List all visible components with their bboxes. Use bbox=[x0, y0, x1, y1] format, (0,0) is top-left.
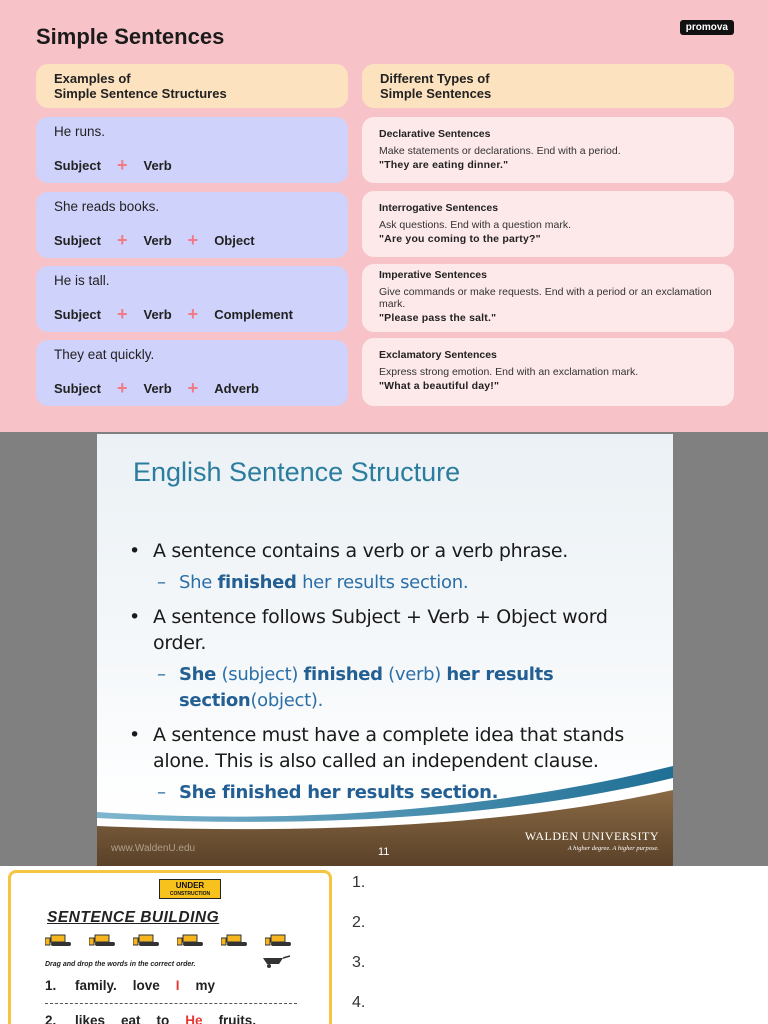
dash-icon: – bbox=[157, 782, 166, 803]
row-number: 1. bbox=[45, 978, 57, 993]
draggable-word[interactable]: family. bbox=[75, 978, 117, 993]
example-card bbox=[36, 340, 348, 406]
sub-bullet-text: (object). bbox=[250, 690, 323, 711]
part-label: Subject bbox=[54, 158, 101, 173]
bulldozer-icon bbox=[177, 933, 207, 947]
brand-logo: promova bbox=[680, 20, 734, 35]
page-number: 11 bbox=[378, 846, 390, 858]
type-example: "Please pass the salt." bbox=[379, 312, 497, 324]
worksheet-title: SENTENCE BUILDING bbox=[47, 909, 220, 926]
sign-text: CONSTRUCTION bbox=[169, 891, 211, 897]
bulldozer-icon bbox=[221, 933, 251, 947]
bullet-item: • A sentence must have a complete idea that stands alone. This is also called an independent clause. bbox=[127, 722, 647, 774]
plus-icon: + bbox=[187, 230, 199, 250]
sub-bullet-item bbox=[127, 662, 647, 714]
bulldozer-row bbox=[45, 933, 295, 947]
part-label: Subject bbox=[54, 307, 101, 322]
plus-icon: + bbox=[187, 378, 199, 398]
example-card bbox=[36, 266, 348, 332]
examples-header-line1: Examples of bbox=[54, 71, 131, 86]
example-sentence: He is tall. bbox=[54, 273, 110, 288]
type-title: Interrogative Sentences bbox=[379, 202, 499, 214]
plus-icon: + bbox=[116, 378, 128, 398]
type-example: "They are eating dinner." bbox=[379, 159, 509, 171]
example-sentence: They eat quickly. bbox=[54, 347, 155, 362]
answer-slot[interactable]: 2. bbox=[352, 914, 366, 931]
part-label: Verb bbox=[143, 233, 172, 248]
draggable-word[interactable]: fruits. bbox=[218, 1013, 257, 1024]
under-construction-sign bbox=[159, 879, 221, 899]
structure-formula bbox=[54, 304, 293, 324]
draggable-word[interactable]: to bbox=[156, 1013, 170, 1024]
university-logo bbox=[525, 829, 659, 852]
draggable-word[interactable]: He bbox=[185, 1013, 203, 1024]
draggable-word[interactable]: my bbox=[195, 978, 216, 993]
sub-bullet-text: She bbox=[179, 572, 218, 593]
part-label: Complement bbox=[214, 307, 293, 322]
sub-bullet-item bbox=[127, 570, 647, 596]
bullet-item: • A sentence follows Subject + Verb + Object word order. bbox=[127, 604, 647, 656]
slide-panel bbox=[0, 432, 768, 866]
example-sentence: She reads books. bbox=[54, 199, 160, 214]
bullet-item: • A sentence contains a verb or a verb phrase. bbox=[127, 538, 647, 564]
instruction-text: Drag and drop the words in the correct order. bbox=[45, 961, 196, 968]
word-row-1 bbox=[45, 978, 231, 993]
sentence-type-card bbox=[362, 338, 734, 406]
structure-formula bbox=[54, 155, 172, 175]
answer-slot[interactable]: 4. bbox=[352, 994, 366, 1011]
highlight-text: her results section bbox=[179, 664, 554, 711]
answer-line bbox=[45, 1003, 297, 1004]
highlight-text: finished bbox=[217, 572, 297, 593]
example-card bbox=[36, 192, 348, 258]
examples-header bbox=[36, 64, 348, 108]
draggable-word[interactable]: love bbox=[132, 978, 160, 993]
row-number: 2. bbox=[45, 1013, 57, 1024]
sub-bullet-text: her results section. bbox=[296, 572, 469, 593]
sentence-type-card bbox=[362, 264, 734, 332]
type-title: Declarative Sentences bbox=[379, 128, 491, 140]
answer-list bbox=[352, 874, 365, 1024]
draggable-word[interactable]: I bbox=[175, 978, 180, 993]
sentence-type-card bbox=[362, 191, 734, 257]
plus-icon: + bbox=[116, 230, 128, 250]
sentence-type-card bbox=[362, 117, 734, 183]
part-label: Adverb bbox=[214, 381, 259, 396]
type-example: "What a beautiful day!" bbox=[379, 380, 500, 392]
types-header-line2: Simple Sentences bbox=[380, 86, 492, 101]
part-label: Object bbox=[214, 233, 255, 248]
wheelbarrow-icon bbox=[261, 955, 291, 969]
presentation-slide bbox=[97, 434, 673, 866]
type-description: Give commands or make requests. End with a period or an exclamation mark. bbox=[379, 286, 712, 310]
structure-formula bbox=[54, 378, 259, 398]
example-sentence: He runs. bbox=[54, 124, 106, 139]
answer-slot[interactable]: 3. bbox=[352, 954, 366, 971]
bulldozer-icon bbox=[265, 933, 295, 947]
draggable-word[interactable]: likes bbox=[75, 1013, 106, 1024]
draggable-word[interactable]: eat bbox=[121, 1013, 141, 1024]
part-label: Verb bbox=[143, 307, 172, 322]
plus-icon: + bbox=[116, 155, 128, 175]
type-description: Express strong emotion. End with an exclamation mark. bbox=[379, 366, 639, 378]
sub-bullet-text: (verb) bbox=[382, 664, 447, 685]
structure-formula bbox=[54, 230, 255, 250]
dash-icon: – bbox=[157, 664, 166, 685]
sign-text: UNDER bbox=[175, 881, 205, 890]
sub-bullet-text: (subject) bbox=[216, 664, 304, 685]
word-row-2 bbox=[45, 1013, 272, 1024]
sentence-building-worksheet bbox=[8, 870, 332, 1024]
plus-icon: + bbox=[187, 304, 199, 324]
worksheet-panel bbox=[0, 866, 768, 1024]
part-label: Subject bbox=[54, 233, 101, 248]
type-title: Imperative Sentences bbox=[379, 269, 487, 281]
types-header-line1: Different Types of bbox=[380, 71, 490, 86]
examples-header-line2: Simple Sentence Structures bbox=[54, 86, 227, 101]
footer-url: www.WaldenU.edu bbox=[111, 843, 196, 854]
part-label: Subject bbox=[54, 381, 101, 396]
type-title: Exclamatory Sentences bbox=[379, 349, 497, 361]
dash-icon: – bbox=[157, 572, 166, 593]
answer-slot[interactable]: 1. bbox=[352, 874, 366, 891]
bulldozer-icon bbox=[133, 933, 163, 947]
logo-tagline: A higher degree. A higher purpose. bbox=[567, 845, 659, 852]
bulldozer-icon bbox=[89, 933, 119, 947]
type-description: Make statements or declarations. End with a period. bbox=[379, 145, 621, 157]
slide-title: English Sentence Structure bbox=[133, 457, 461, 487]
example-card bbox=[36, 117, 348, 183]
highlight-text: She finished her results section. bbox=[179, 782, 499, 803]
bulldozer-icon bbox=[45, 933, 75, 947]
page-title: Simple Sentences bbox=[36, 24, 225, 49]
type-description: Ask questions. End with a question mark. bbox=[379, 219, 572, 231]
part-label: Verb bbox=[143, 158, 172, 173]
highlight-text: She bbox=[179, 664, 217, 685]
part-label: Verb bbox=[143, 381, 172, 396]
type-example: "Are you coming to the party?" bbox=[379, 233, 541, 245]
highlight-text: finished bbox=[303, 664, 383, 685]
plus-icon: + bbox=[116, 304, 128, 324]
logo-name: WALDEN UNIVERSITY bbox=[524, 829, 659, 843]
types-header bbox=[362, 64, 734, 108]
simple-sentences-panel bbox=[0, 0, 768, 432]
